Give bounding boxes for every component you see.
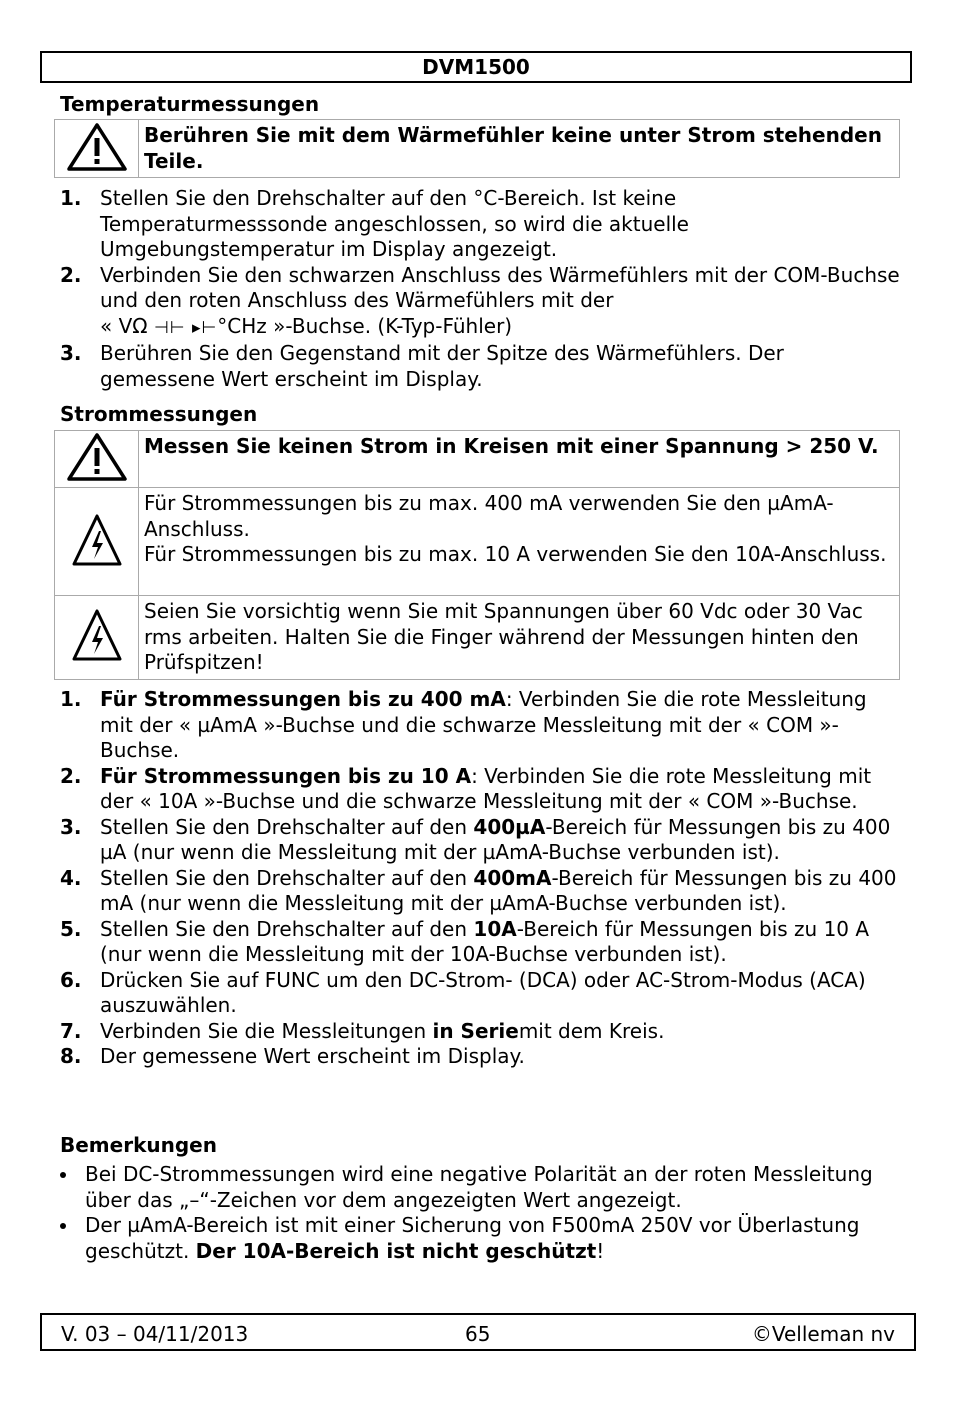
heading-current: Strommessungen <box>60 402 258 426</box>
list-item: 1. Für Strommessungen bis zu 400 mA: Verbinden Sie die rote Messleitung mit der « µAmA »-Buchse und die schwarze Messleitung mit der « COM »-Buchse. <box>60 687 867 762</box>
list-item: 2. Verbinden Sie den schwarzen Anschluss des Wärmefühlers mit der COM-Buchse und den roten Anschluss des Wärmefühlers mit der « VΩ ⊣⊢ ▸⊢°CHz »-Buchse. (K-Typ-Fühler) <box>60 262 900 338</box>
list-item: Bei DC-Strommessungen wird eine negative Polarität an der roten Messleitung über das „–“-Zeichen vor dem angezeigten Wert angezeigt. <box>60 1162 900 1213</box>
capacitor-diode-symbol: ⊣⊢ ▸⊢ <box>153 317 218 338</box>
list-item: 6. Drücken Sie auf FUNC um den DC-Strom- (DCA) oder AC-Strom-Modus (ACA) auszuwählen. <box>60 967 866 1017</box>
current-warning-400ma: Für Strommessungen bis zu max. 400 mA verwenden Sie den µAmA-Anschluss. <box>144 491 834 541</box>
list-item: 1. Stellen Sie den Drehschalter auf den °C-Bereich. Ist keine Temperaturmesssonde angeschlossen, so wird die aktuelle Umgebungstemperatur im Display angezeigt. <box>60 186 689 261</box>
current-warning-table <box>54 430 900 680</box>
warning-triangle-icon <box>66 432 128 482</box>
warning-triangle-icon <box>66 122 128 172</box>
footer-version: V. 03 – 04/11/2013 <box>61 1322 249 1346</box>
current-warning-voltage: Messen Sie keinen Strom in Kreisen mit einer Spannung > 250 V. <box>139 431 900 488</box>
document-title: DVM1500 <box>422 55 530 79</box>
page-header <box>40 51 912 83</box>
list-item: 5. Stellen Sie den Drehschalter auf den 10A-Bereich für Messungen bis zu 10 A (nur wenn die Messleitung mit der 10A-Buchse verbunden ist). <box>60 916 870 966</box>
current-warning-10a: Für Strommessungen bis zu max. 10 A verwenden Sie den 10A-Anschluss. <box>144 542 887 566</box>
temperature-warning-table <box>54 119 900 178</box>
list-item: 3. Berühren Sie den Gegenstand mit der Spitze des Wärmefühlers. Der gemessene Wert erscheint im Display. <box>60 341 784 391</box>
current-warning-caution: Seien Sie vorsichtig wenn Sie mit Spannungen über 60 Vdc oder 30 Vac rms arbeiten. Halten Sie die Finger während der Messungen hinten den Prüfspitzen! <box>139 596 900 680</box>
list-item: 4. Stellen Sie den Drehschalter auf den 400mA-Bereich für Messungen bis zu 400 mA (nur wenn die Messleitung mit der µAmA-Buchse verbunden ist). <box>60 865 897 915</box>
bullet-icon <box>60 1172 66 1178</box>
high-voltage-icon <box>71 513 123 567</box>
high-voltage-icon <box>71 608 123 662</box>
footer-page-number: 65 <box>465 1322 491 1346</box>
list-item: 7. Verbinden Sie die Messleitungen in Seriemit dem Kreis. <box>60 1018 665 1043</box>
temperature-warning-text: Berühren Sie mit dem Wärmefühler keine unter Strom stehenden Teile. <box>139 120 900 178</box>
list-item: 8. Der gemessene Wert erscheint im Display. <box>60 1044 525 1068</box>
list-item: 2. Für Strommessungen bis zu 10 A: Verbinden Sie die rote Messleitung mit der « 10A »-Buchse und die schwarze Messleitung mit der « COM »-Buchse. <box>60 763 872 813</box>
footer-copyright: ©Velleman nv <box>751 1322 895 1346</box>
list-item: 3. Stellen Sie den Drehschalter auf den 400µA-Bereich für Messungen bis zu 400 µA (nur wenn die Messleitung mit der µAmA-Buchse verbunden ist). <box>60 814 891 864</box>
list-item: Der µAmA-Bereich ist mit einer Sicherung von F500mA 250V vor Überlastung geschützt. Der 10A-Bereich ist nicht geschützt! <box>60 1213 900 1264</box>
current-steps <box>60 687 900 1070</box>
notes-list <box>60 1162 900 1264</box>
bullet-icon <box>60 1223 66 1229</box>
heading-notes: Bemerkungen <box>60 1133 217 1157</box>
temperature-steps <box>60 186 900 392</box>
heading-temperature: Temperaturmessungen <box>60 92 320 116</box>
page-footer <box>40 1313 916 1351</box>
